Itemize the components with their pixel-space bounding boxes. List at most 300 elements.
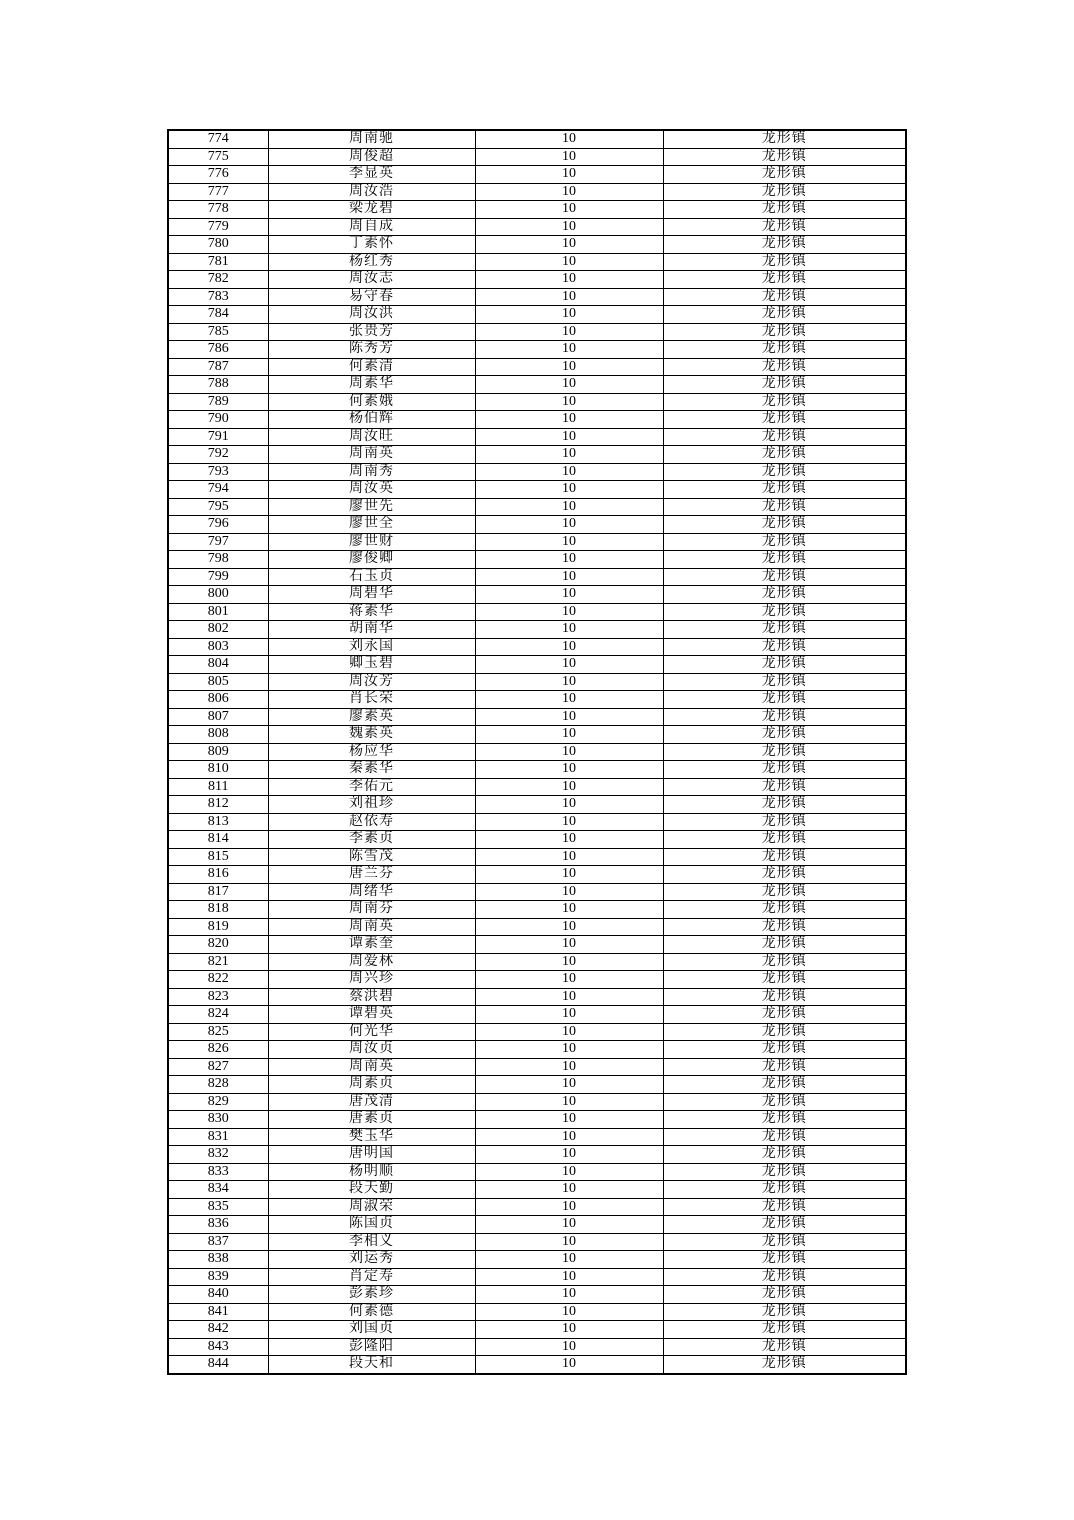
name-cell: 李佑元 <box>268 778 475 796</box>
name-cell: 石玉贞 <box>268 568 475 586</box>
name-cell: 彭隆阳 <box>268 1338 475 1356</box>
row-number-cell: 841 <box>168 1303 268 1321</box>
name-cell: 谭素奎 <box>268 936 475 954</box>
amount-cell: 10 <box>475 656 663 674</box>
town-cell: 龙形镇 <box>663 1076 906 1094</box>
town-cell: 龙形镇 <box>663 253 906 271</box>
row-number-cell: 785 <box>168 323 268 341</box>
amount-cell: 10 <box>475 673 663 691</box>
row-number-cell: 809 <box>168 743 268 761</box>
amount-cell: 10 <box>475 866 663 884</box>
row-number-cell: 781 <box>168 253 268 271</box>
table-row <box>168 498 906 516</box>
town-cell: 龙形镇 <box>663 183 906 201</box>
name-cell: 周兴珍 <box>268 971 475 989</box>
table-row <box>168 1338 906 1356</box>
name-cell: 周汝浩 <box>268 183 475 201</box>
table-row <box>168 1216 906 1234</box>
town-cell: 龙形镇 <box>663 1006 906 1024</box>
name-cell: 周自成 <box>268 218 475 236</box>
table-row <box>168 1111 906 1129</box>
amount-cell: 10 <box>475 848 663 866</box>
name-cell: 周南英 <box>268 918 475 936</box>
amount-cell: 10 <box>475 603 663 621</box>
town-cell: 龙形镇 <box>663 1146 906 1164</box>
table-row <box>168 1268 906 1286</box>
amount-cell: 10 <box>475 936 663 954</box>
town-cell: 龙形镇 <box>663 673 906 691</box>
row-number-cell: 843 <box>168 1338 268 1356</box>
table-row <box>168 1198 906 1216</box>
table-row <box>168 883 906 901</box>
table-row <box>168 166 906 184</box>
row-number-cell: 790 <box>168 411 268 429</box>
town-cell: 龙形镇 <box>663 1111 906 1129</box>
table-row <box>168 218 906 236</box>
table-row <box>168 988 906 1006</box>
name-cell: 蔡洪碧 <box>268 988 475 1006</box>
row-number-cell: 818 <box>168 901 268 919</box>
town-cell: 龙形镇 <box>663 883 906 901</box>
town-cell: 龙形镇 <box>663 691 906 709</box>
name-cell: 廖世财 <box>268 533 475 551</box>
table-row <box>168 901 906 919</box>
amount-cell: 10 <box>475 778 663 796</box>
amount-cell: 10 <box>475 130 663 148</box>
amount-cell: 10 <box>475 183 663 201</box>
row-number-cell: 801 <box>168 603 268 621</box>
table-row <box>168 1356 906 1374</box>
town-cell: 龙形镇 <box>663 708 906 726</box>
table-row <box>168 306 906 324</box>
table-row <box>168 130 906 148</box>
row-number-cell: 789 <box>168 393 268 411</box>
table-row <box>168 848 906 866</box>
amount-cell: 10 <box>475 551 663 569</box>
town-cell: 龙形镇 <box>663 743 906 761</box>
name-cell: 何素娥 <box>268 393 475 411</box>
table-row <box>168 551 906 569</box>
name-cell: 秦素华 <box>268 761 475 779</box>
name-cell: 肖定寿 <box>268 1268 475 1286</box>
amount-cell: 10 <box>475 953 663 971</box>
town-cell: 龙形镇 <box>663 1356 906 1374</box>
row-number-cell: 822 <box>168 971 268 989</box>
name-cell: 廖世先 <box>268 498 475 516</box>
name-cell: 廖俊卿 <box>268 551 475 569</box>
town-cell: 龙形镇 <box>663 603 906 621</box>
table-row <box>168 813 906 831</box>
town-cell: 龙形镇 <box>663 1181 906 1199</box>
row-number-cell: 828 <box>168 1076 268 1094</box>
town-cell: 龙形镇 <box>663 516 906 534</box>
town-cell: 龙形镇 <box>663 166 906 184</box>
amount-cell: 10 <box>475 166 663 184</box>
amount-cell: 10 <box>475 883 663 901</box>
row-number-cell: 798 <box>168 551 268 569</box>
row-number-cell: 796 <box>168 516 268 534</box>
name-cell: 周汝芳 <box>268 673 475 691</box>
amount-cell: 10 <box>475 1321 663 1339</box>
name-cell: 段天勤 <box>268 1181 475 1199</box>
table-row <box>168 673 906 691</box>
name-cell: 唐明国 <box>268 1146 475 1164</box>
row-number-cell: 825 <box>168 1023 268 1041</box>
table-row <box>168 1058 906 1076</box>
table-row <box>168 1303 906 1321</box>
town-cell: 龙形镇 <box>663 586 906 604</box>
table-row <box>168 201 906 219</box>
amount-cell: 10 <box>475 1041 663 1059</box>
amount-cell: 10 <box>475 1233 663 1251</box>
row-number-cell: 807 <box>168 708 268 726</box>
row-number-cell: 834 <box>168 1181 268 1199</box>
amount-cell: 10 <box>475 201 663 219</box>
amount-cell: 10 <box>475 358 663 376</box>
row-number-cell: 832 <box>168 1146 268 1164</box>
row-number-cell: 837 <box>168 1233 268 1251</box>
name-cell: 周碧华 <box>268 586 475 604</box>
amount-cell: 10 <box>475 1163 663 1181</box>
row-number-cell: 830 <box>168 1111 268 1129</box>
name-cell: 周汝志 <box>268 271 475 289</box>
table-row <box>168 621 906 639</box>
town-cell: 龙形镇 <box>663 1268 906 1286</box>
amount-cell: 10 <box>475 481 663 499</box>
town-cell: 龙形镇 <box>663 498 906 516</box>
town-cell: 龙形镇 <box>663 428 906 446</box>
town-cell: 龙形镇 <box>663 463 906 481</box>
amount-cell: 10 <box>475 708 663 726</box>
name-cell: 周俊超 <box>268 148 475 166</box>
table-row <box>168 866 906 884</box>
amount-cell: 10 <box>475 463 663 481</box>
table-row <box>168 953 906 971</box>
name-cell: 廖素英 <box>268 708 475 726</box>
amount-cell: 10 <box>475 148 663 166</box>
town-cell: 龙形镇 <box>663 778 906 796</box>
amount-cell: 10 <box>475 516 663 534</box>
town-cell: 龙形镇 <box>663 953 906 971</box>
table-row <box>168 1006 906 1024</box>
amount-cell: 10 <box>475 218 663 236</box>
table-row <box>168 586 906 604</box>
row-number-cell: 819 <box>168 918 268 936</box>
name-cell: 胡南华 <box>268 621 475 639</box>
name-cell: 何素德 <box>268 1303 475 1321</box>
roster-table <box>167 129 907 1375</box>
table-row <box>168 936 906 954</box>
row-number-cell: 808 <box>168 726 268 744</box>
amount-cell: 10 <box>475 1093 663 1111</box>
row-number-cell: 774 <box>168 130 268 148</box>
amount-cell: 10 <box>475 323 663 341</box>
town-cell: 龙形镇 <box>663 848 906 866</box>
name-cell: 周绪华 <box>268 883 475 901</box>
row-number-cell: 778 <box>168 201 268 219</box>
row-number-cell: 795 <box>168 498 268 516</box>
town-cell: 龙形镇 <box>663 1093 906 1111</box>
town-cell: 龙形镇 <box>663 866 906 884</box>
name-cell: 周南芬 <box>268 901 475 919</box>
name-cell: 谭碧英 <box>268 1006 475 1024</box>
row-number-cell: 803 <box>168 638 268 656</box>
amount-cell: 10 <box>475 253 663 271</box>
amount-cell: 10 <box>475 1128 663 1146</box>
name-cell: 周汝旺 <box>268 428 475 446</box>
name-cell: 刘永国 <box>268 638 475 656</box>
amount-cell: 10 <box>475 393 663 411</box>
town-cell: 龙形镇 <box>663 551 906 569</box>
amount-cell: 10 <box>475 796 663 814</box>
amount-cell: 10 <box>475 376 663 394</box>
table-row <box>168 691 906 709</box>
amount-cell: 10 <box>475 971 663 989</box>
name-cell: 丁素怀 <box>268 236 475 254</box>
town-cell: 龙形镇 <box>663 621 906 639</box>
name-cell: 周汝贞 <box>268 1041 475 1059</box>
town-cell: 龙形镇 <box>663 288 906 306</box>
amount-cell: 10 <box>475 1146 663 1164</box>
table-row <box>168 288 906 306</box>
amount-cell: 10 <box>475 411 663 429</box>
table-row <box>168 638 906 656</box>
table-row <box>168 1233 906 1251</box>
name-cell: 陈秀芳 <box>268 341 475 359</box>
row-number-cell: 775 <box>168 148 268 166</box>
name-cell: 李显英 <box>268 166 475 184</box>
town-cell: 龙形镇 <box>663 761 906 779</box>
table-row <box>168 761 906 779</box>
row-number-cell: 840 <box>168 1286 268 1304</box>
table-row <box>168 428 906 446</box>
row-number-cell: 802 <box>168 621 268 639</box>
town-cell: 龙形镇 <box>663 901 906 919</box>
amount-cell: 10 <box>475 918 663 936</box>
table-row <box>168 1093 906 1111</box>
table-row <box>168 1181 906 1199</box>
amount-cell: 10 <box>475 306 663 324</box>
table-row <box>168 1023 906 1041</box>
name-cell: 易守春 <box>268 288 475 306</box>
amount-cell: 10 <box>475 1006 663 1024</box>
name-cell: 赵依寿 <box>268 813 475 831</box>
name-cell: 卿玉碧 <box>268 656 475 674</box>
town-cell: 龙形镇 <box>663 1286 906 1304</box>
table-row <box>168 393 906 411</box>
name-cell: 周南秀 <box>268 463 475 481</box>
name-cell: 梁龙碧 <box>268 201 475 219</box>
row-number-cell: 836 <box>168 1216 268 1234</box>
name-cell: 段天和 <box>268 1356 475 1374</box>
amount-cell: 10 <box>475 761 663 779</box>
town-cell: 龙形镇 <box>663 411 906 429</box>
table-row <box>168 1163 906 1181</box>
table-row <box>168 726 906 744</box>
row-number-cell: 811 <box>168 778 268 796</box>
amount-cell: 10 <box>475 1216 663 1234</box>
roster-table-body <box>168 130 906 1374</box>
name-cell: 李素贞 <box>268 831 475 849</box>
row-number-cell: 812 <box>168 796 268 814</box>
row-number-cell: 824 <box>168 1006 268 1024</box>
amount-cell: 10 <box>475 1111 663 1129</box>
amount-cell: 10 <box>475 743 663 761</box>
table-row <box>168 323 906 341</box>
name-cell: 廖世全 <box>268 516 475 534</box>
amount-cell: 10 <box>475 831 663 849</box>
name-cell: 周汝洪 <box>268 306 475 324</box>
row-number-cell: 829 <box>168 1093 268 1111</box>
table-row <box>168 1076 906 1094</box>
table-row <box>168 516 906 534</box>
row-number-cell: 786 <box>168 341 268 359</box>
row-number-cell: 813 <box>168 813 268 831</box>
town-cell: 龙形镇 <box>663 393 906 411</box>
table-row <box>168 183 906 201</box>
name-cell: 杨伯辉 <box>268 411 475 429</box>
amount-cell: 10 <box>475 1356 663 1374</box>
row-number-cell: 816 <box>168 866 268 884</box>
table-row <box>168 1251 906 1269</box>
row-number-cell: 783 <box>168 288 268 306</box>
row-number-cell: 782 <box>168 271 268 289</box>
row-number-cell: 838 <box>168 1251 268 1269</box>
town-cell: 龙形镇 <box>663 218 906 236</box>
row-number-cell: 844 <box>168 1356 268 1374</box>
row-number-cell: 817 <box>168 883 268 901</box>
town-cell: 龙形镇 <box>663 130 906 148</box>
table-row <box>168 376 906 394</box>
amount-cell: 10 <box>475 236 663 254</box>
row-number-cell: 821 <box>168 953 268 971</box>
amount-cell: 10 <box>475 1286 663 1304</box>
table-row <box>168 971 906 989</box>
row-number-cell: 797 <box>168 533 268 551</box>
row-number-cell: 799 <box>168 568 268 586</box>
table-row <box>168 533 906 551</box>
name-cell: 张贵芳 <box>268 323 475 341</box>
town-cell: 龙形镇 <box>663 1041 906 1059</box>
town-cell: 龙形镇 <box>663 988 906 1006</box>
table-row <box>168 568 906 586</box>
town-cell: 龙形镇 <box>663 1058 906 1076</box>
town-cell: 龙形镇 <box>663 236 906 254</box>
name-cell: 陈国贞 <box>268 1216 475 1234</box>
town-cell: 龙形镇 <box>663 831 906 849</box>
town-cell: 龙形镇 <box>663 1128 906 1146</box>
row-number-cell: 793 <box>168 463 268 481</box>
amount-cell: 10 <box>475 288 663 306</box>
table-row <box>168 778 906 796</box>
amount-cell: 10 <box>475 1303 663 1321</box>
amount-cell: 10 <box>475 1268 663 1286</box>
name-cell: 肖长荣 <box>268 691 475 709</box>
row-number-cell: 826 <box>168 1041 268 1059</box>
name-cell: 周素华 <box>268 376 475 394</box>
name-cell: 李相义 <box>268 1233 475 1251</box>
name-cell: 周南英 <box>268 446 475 464</box>
table-row <box>168 1128 906 1146</box>
amount-cell: 10 <box>475 621 663 639</box>
name-cell: 陈雪茂 <box>268 848 475 866</box>
row-number-cell: 831 <box>168 1128 268 1146</box>
amount-cell: 10 <box>475 1023 663 1041</box>
row-number-cell: 804 <box>168 656 268 674</box>
amount-cell: 10 <box>475 428 663 446</box>
town-cell: 龙形镇 <box>663 1216 906 1234</box>
table-row <box>168 1146 906 1164</box>
name-cell: 刘祖珍 <box>268 796 475 814</box>
town-cell: 龙形镇 <box>663 376 906 394</box>
table-row <box>168 481 906 499</box>
name-cell: 刘国贞 <box>268 1321 475 1339</box>
row-number-cell: 827 <box>168 1058 268 1076</box>
amount-cell: 10 <box>475 1058 663 1076</box>
table-row <box>168 446 906 464</box>
town-cell: 龙形镇 <box>663 148 906 166</box>
town-cell: 龙形镇 <box>663 1303 906 1321</box>
name-cell: 樊玉华 <box>268 1128 475 1146</box>
table-row <box>168 918 906 936</box>
town-cell: 龙形镇 <box>663 341 906 359</box>
town-cell: 龙形镇 <box>663 1233 906 1251</box>
town-cell: 龙形镇 <box>663 446 906 464</box>
amount-cell: 10 <box>475 1338 663 1356</box>
row-number-cell: 777 <box>168 183 268 201</box>
town-cell: 龙形镇 <box>663 1251 906 1269</box>
row-number-cell: 810 <box>168 761 268 779</box>
amount-cell: 10 <box>475 901 663 919</box>
name-cell: 唐素贞 <box>268 1111 475 1129</box>
row-number-cell: 780 <box>168 236 268 254</box>
town-cell: 龙形镇 <box>663 1163 906 1181</box>
amount-cell: 10 <box>475 271 663 289</box>
amount-cell: 10 <box>475 1198 663 1216</box>
table-row <box>168 656 906 674</box>
name-cell: 刘运秀 <box>268 1251 475 1269</box>
table-row <box>168 271 906 289</box>
town-cell: 龙形镇 <box>663 656 906 674</box>
row-number-cell: 791 <box>168 428 268 446</box>
row-number-cell: 839 <box>168 1268 268 1286</box>
amount-cell: 10 <box>475 988 663 1006</box>
amount-cell: 10 <box>475 586 663 604</box>
town-cell: 龙形镇 <box>663 481 906 499</box>
table-row <box>168 463 906 481</box>
table-row <box>168 831 906 849</box>
town-cell: 龙形镇 <box>663 918 906 936</box>
row-number-cell: 820 <box>168 936 268 954</box>
town-cell: 龙形镇 <box>663 971 906 989</box>
name-cell: 唐茂清 <box>268 1093 475 1111</box>
row-number-cell: 792 <box>168 446 268 464</box>
name-cell: 周素贞 <box>268 1076 475 1094</box>
table-row <box>168 411 906 429</box>
table-row <box>168 603 906 621</box>
amount-cell: 10 <box>475 446 663 464</box>
row-number-cell: 800 <box>168 586 268 604</box>
table-row <box>168 148 906 166</box>
row-number-cell: 842 <box>168 1321 268 1339</box>
town-cell: 龙形镇 <box>663 306 906 324</box>
row-number-cell: 823 <box>168 988 268 1006</box>
row-number-cell: 806 <box>168 691 268 709</box>
table-row <box>168 1286 906 1304</box>
town-cell: 龙形镇 <box>663 796 906 814</box>
row-number-cell: 788 <box>168 376 268 394</box>
amount-cell: 10 <box>475 498 663 516</box>
